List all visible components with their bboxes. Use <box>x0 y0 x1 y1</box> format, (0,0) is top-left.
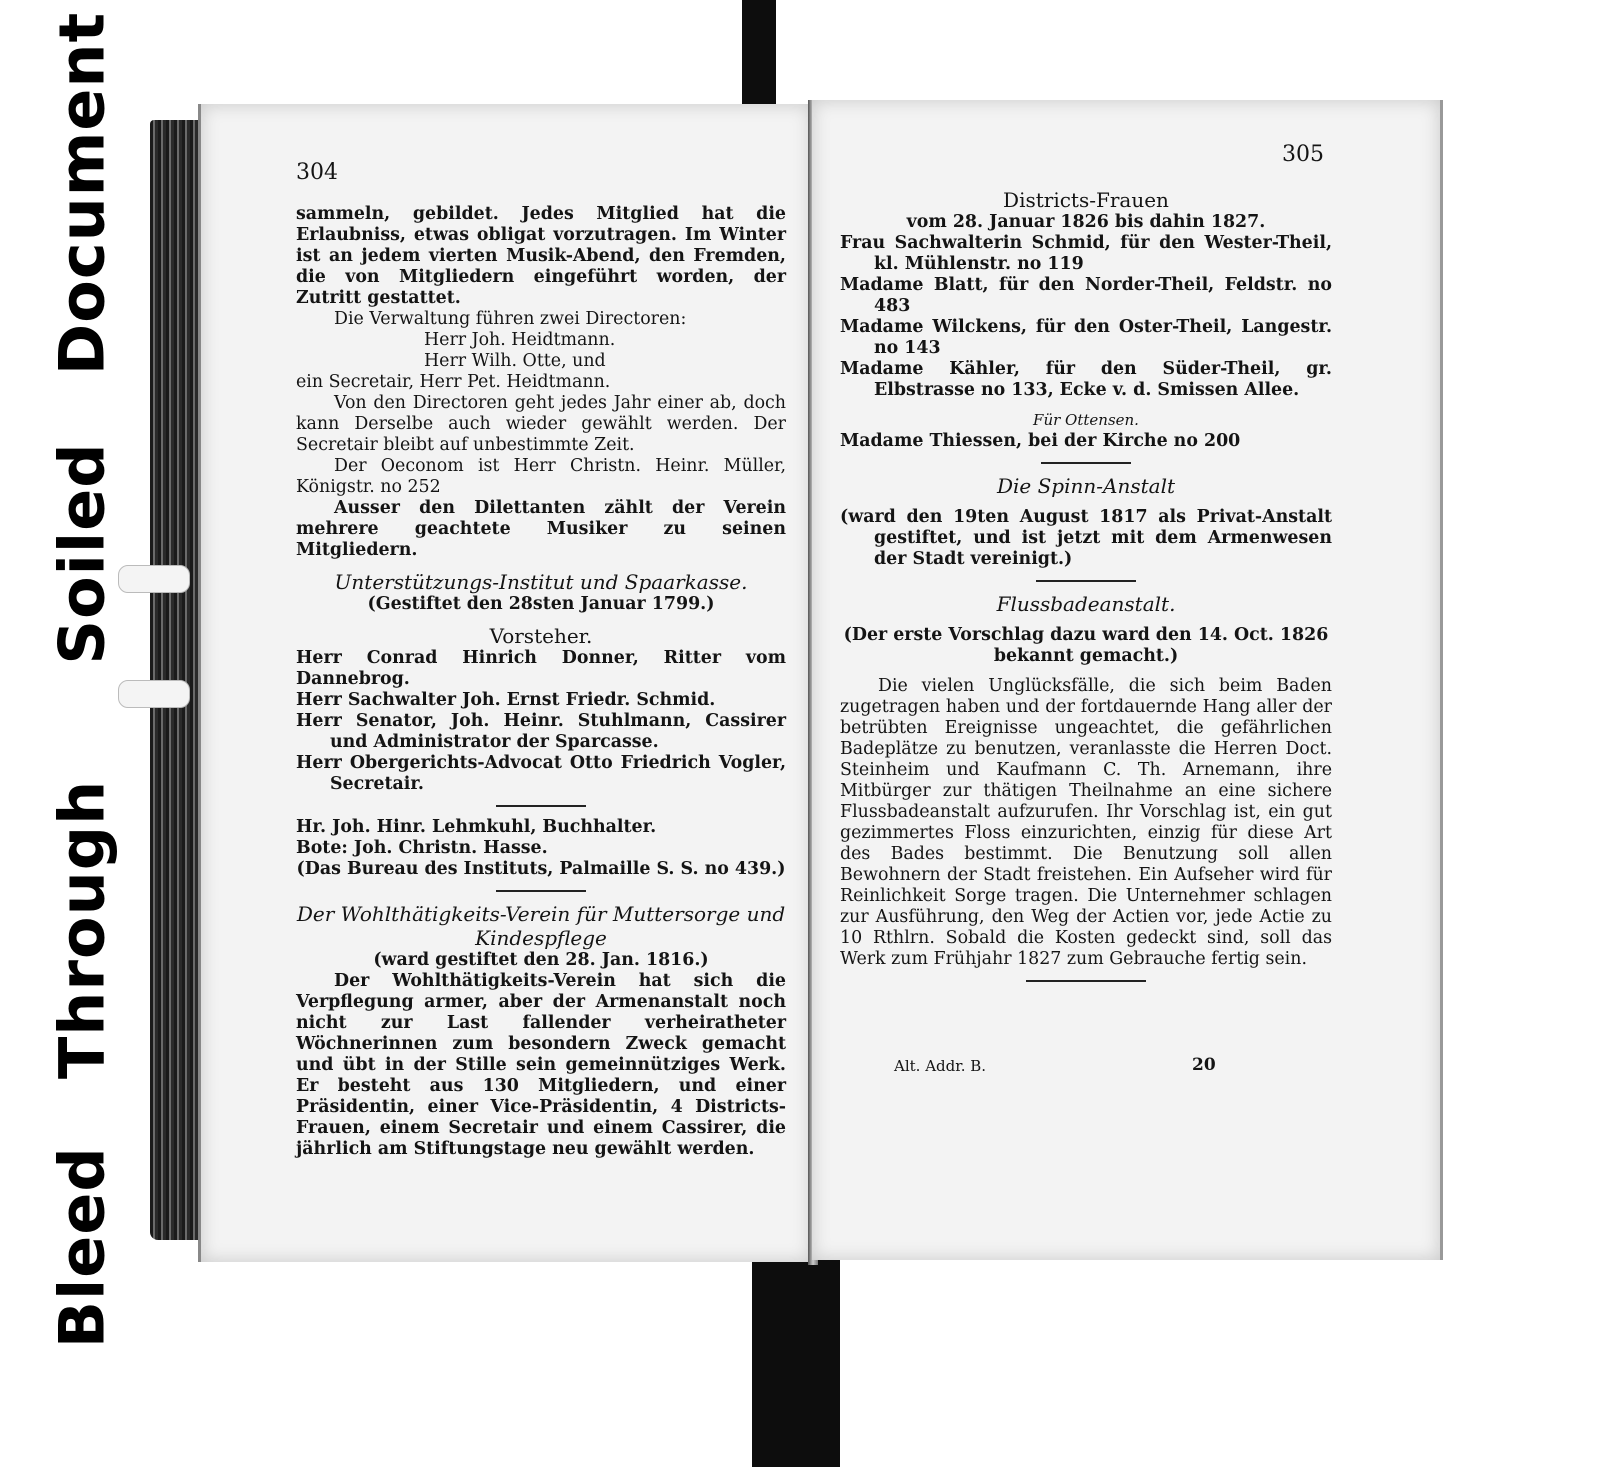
board-member-1: Herr Conrad Hinrich Donner, Ritter vom Dannebrog. <box>296 648 786 689</box>
paragraph-election: Von den Directoren geht jedes Jahr einer ab, doch kann Derselbe auch wieder gewählt werden. Der Secretair bleibt auf unbestimmte Zeit. <box>296 393 786 455</box>
director-name-2: Herr Wilh. Otte, und <box>424 351 606 371</box>
paragraph-continued: sammeln, gebildet. Jedes Mitglied hat die Erlaubniss, etwas obligat vorzutragen. Im Winter ist an jedem vierten Musik-Abend, den Fremden, die von Mitgliedern eingeführt worden, der Zutritt gestattet. <box>296 204 786 308</box>
right-page-content <box>840 188 1332 992</box>
paragraph-oeconom: Der Oeconom ist Herr Christn. Heinr. Müller, Königstr. no 252 <box>296 456 786 497</box>
flussbad-proposal-date: (Der erste Vorschlag dazu ward den 14. Oct. 1826 bekannt gemacht.) <box>843 625 1329 666</box>
heading-districts-frauen: Districts-Frauen <box>1003 188 1169 212</box>
paragraph-musicians: Ausser den Dilettanten zählt der Verein mehrere geachtete Musiker zu seinen Mitgliedern. <box>296 498 786 560</box>
label-word-document: Document <box>45 11 119 376</box>
heading-ottensen: Für Ottensen. <box>1033 411 1139 429</box>
divider-rule <box>496 805 586 807</box>
section-title-spinn-anstalt: Die Spinn-Anstalt <box>996 474 1176 498</box>
left-page <box>198 104 811 1262</box>
paragraph-wohlthaetigkeit: Der Wohlthätigkeits-Verein hat sich die Verpflegung armer, aber der Armenanstalt noch nicht zur Last fallender verheiratheter Wöchnerinnen zum besondern Zweck gemacht und übt in der Stille sein gemeinnütziges Werk. Er besteht aus 130 Mitgliedern, und einer Präsidentin, einer Vice-Präsidentin, 4 Districts-Frauen, einem Secretair und einem Cassirer, die jährlich am Stiftungstage neu gewählt werden. <box>296 971 786 1159</box>
divider-rule <box>1036 580 1136 582</box>
staff-messenger: Bote: Joh. Christn. Hasse. <box>296 838 548 858</box>
book-spine-bottom <box>752 1255 840 1467</box>
board-member-4: Herr Obergerichts-Advocat Otto Friedrich Vogler, Secretair. <box>296 753 786 794</box>
label-word-soiled: Soiled <box>45 442 119 665</box>
paragraph-directors: Die Verwaltung führen zwei Directoren: <box>334 309 687 329</box>
section-founded-sparkasse: (Gestiftet den 28sten Januar 1799.) <box>367 594 715 614</box>
director-name-1: Herr Joh. Heidtmann. <box>424 330 616 350</box>
book-spine-top <box>742 0 776 110</box>
board-member-3: Herr Senator, Joh. Heinr. Stuhlmann, Cassirer und Administrator der Sparcasse. <box>296 711 786 752</box>
divider-rule <box>1026 980 1146 982</box>
section-founded-wohlthaetigkeit: (ward gestiftet den 28. Jan. 1816.) <box>373 950 709 970</box>
section-title-sparkasse: Unterstützungs-Institut und Spaarkasse. <box>334 570 748 594</box>
term-dates: vom 28. Januar 1826 bis dahin 1827. <box>906 212 1266 232</box>
paragraph-flussbadeanstalt: Die vielen Unglücksfälle, die sich beim Baden zugetragen haben und der fortdauernde Hang aller der betrübten Ereignisse ungeachtet, die gefährlichen Badeplätze zu benutzen, veranlasste die Herren Doct. Steinheim und Kaufmann C. Th. Arnemann, ihre Mitbürger zur thätigen Theilnahme an eine sichere Flussbadeanstalt aufzurufen. Ihr Vorschlag ist, ein gut gezimmertes Floss einzurichten, einzig für diese Art des Bades bestimmt. Die Benutzung soll allen Bewohnern der Stadt freistehen. Ein Aufseher wird für Reinlichkeit Sorge tragen. Die Unternehmer schlagen zur Ausführung, den Weg der Actien vor, jede Actie zu 10 Rthlrn. Sobald die Kosten gedeckt sind, soll das Werk zum Frühjahr 1827 zum Gebrauche fertig sein. <box>840 676 1332 969</box>
district-woman-4: Madame Kähler, für den Süder-Theil, gr. Elbstrasse no 133, Ecke v. d. Smissen Allee. <box>840 359 1332 400</box>
label-word-bleed: Bleed <box>45 1146 119 1349</box>
footer-sheet-number: 20 <box>1192 1055 1216 1075</box>
page-number-right: 305 <box>1282 142 1324 167</box>
footer-signature: Alt. Addr. B. <box>894 1057 987 1075</box>
label-word-through: Through <box>45 779 119 1080</box>
paragraph-spinn-anstalt: (ward den 19ten August 1817 als Privat-Anstalt gestiftet, und ist jetzt mit dem Armenwesen der Stadt vereinigt.) <box>840 507 1332 569</box>
district-woman-1: Frau Sachwalterin Schmid, für den Wester-Theil, kl. Mühlenstr. no 119 <box>840 233 1332 274</box>
divider-rule <box>496 890 586 892</box>
degradation-label <box>22 11 142 1349</box>
divider-rule <box>1041 462 1131 464</box>
page-number-left: 304 <box>296 160 338 185</box>
staff-bookkeeper: Hr. Joh. Hinr. Lehmkuhl, Buchhalter. <box>296 817 657 837</box>
district-woman-3: Madame Wilckens, für den Oster-Theil, Langestr. no 143 <box>840 317 1332 358</box>
bureau-address: (Das Bureau des Instituts, Palmaille S. S. no 439.) <box>296 859 786 879</box>
board-member-2: Herr Sachwalter Joh. Ernst Friedr. Schmid. <box>296 690 716 710</box>
left-page-content <box>296 204 786 1160</box>
heading-vorsteher: Vorsteher. <box>489 624 593 648</box>
ottensen-entry: Madame Thiessen, bei der Kirche no 200 <box>840 431 1241 451</box>
section-title-wohlthaetigkeit: Der Wohlthätigkeits-Verein für Muttersorge und Kindespflege <box>296 902 786 950</box>
right-page <box>812 100 1443 1260</box>
district-woman-2: Madame Blatt, für den Norder-Theil, Feldstr. no 483 <box>840 275 1332 316</box>
section-title-flussbadeanstalt: Flussbadeanstalt. <box>996 592 1176 616</box>
secretary-line: ein Secretair, Herr Pet. Heidtmann. <box>296 372 611 392</box>
